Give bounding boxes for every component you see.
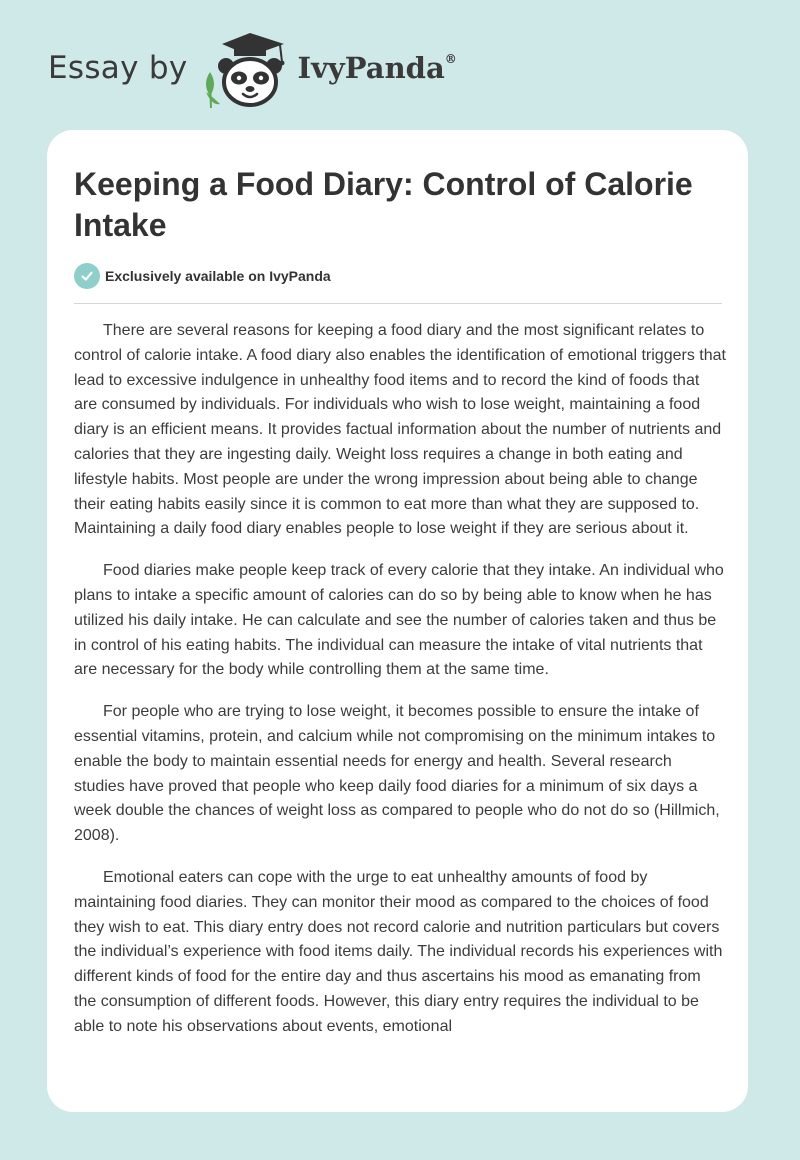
essay-paragraph: Food diaries make people keep track of every calorie that they intake. An individual who plans to intake a specific amount of calories can do so by being able to know when he has utilized his daily intake. He can calculate and see the number of calories taken and thus be in control of his eating habits. The individual can measure the intake of vital nutrients that are necessary for the body while controlling them at the same time. [74, 562, 724, 679]
site-header [48, 30, 457, 110]
essay-card [47, 130, 748, 1112]
title-divider [74, 303, 722, 304]
exclusive-badge-label: Exclusively available on IvyPanda [105, 268, 331, 284]
essay-by-label: Essay by [48, 50, 188, 86]
panda-graduation-cap-logo[interactable] [202, 30, 292, 110]
exclusive-badge [74, 263, 331, 289]
essay-title: Keeping a Food Diary: Control of Calorie Intake [74, 166, 693, 243]
essay-paragraph: There are several reasons for keeping a food diary and the most significant relates to control of calorie intake. A food diary also enables the identification of emotional triggers that lead to excessive indulgence in unhealthy food items and to record the kind of foods that are consumed by individuals. For individuals who wish to lose weight, maintaining a food diary is an efficient means. It provides factual information about the number of nutrients and calories that they are ingesting daily. Weight loss requires a change in both eating and lifestyle habits. Most people are under the wrong impression about being able to change their eating habits easily since it is common to eat more than what they are supposed to. Maintaining a daily food diary enables people to lose weight if they are serious about it. [74, 322, 726, 538]
essay-paragraph: Emotional eaters can cope with the urge to eat unhealthy amounts of food by maintaining food diaries. They can monitor their mood as compared to the choices of food they wish to eat. This diary entry does not record calorie and nutrition particulars but covers the individual’s experience with food items daily. The individual records his experiences with different kinds of food for the entire day and thus ascertains his mood as emanating from the consumption of different foods. However, this diary entry requires the individual to be able to note his observations about events, emotional [74, 868, 723, 1035]
registered-mark: ® [444, 52, 457, 67]
essay-paragraph: For people who are trying to lose weight, it becomes possible to ensure the intake of essential vitamins, protein, and calcium while not compromising on the minimum intakes to enable the body to maintain essential needs for energy and health. Several research studies have proved that people who keep daily food diaries for a minimum of six days a week double the chances of weight loss as compared to people who do not do so (Hillmich, 2008). [74, 703, 720, 845]
check-circle-icon [74, 263, 100, 289]
essay-body [74, 319, 726, 1057]
brand-label: IvyPanda [297, 51, 445, 85]
brand-name[interactable] [298, 51, 457, 85]
